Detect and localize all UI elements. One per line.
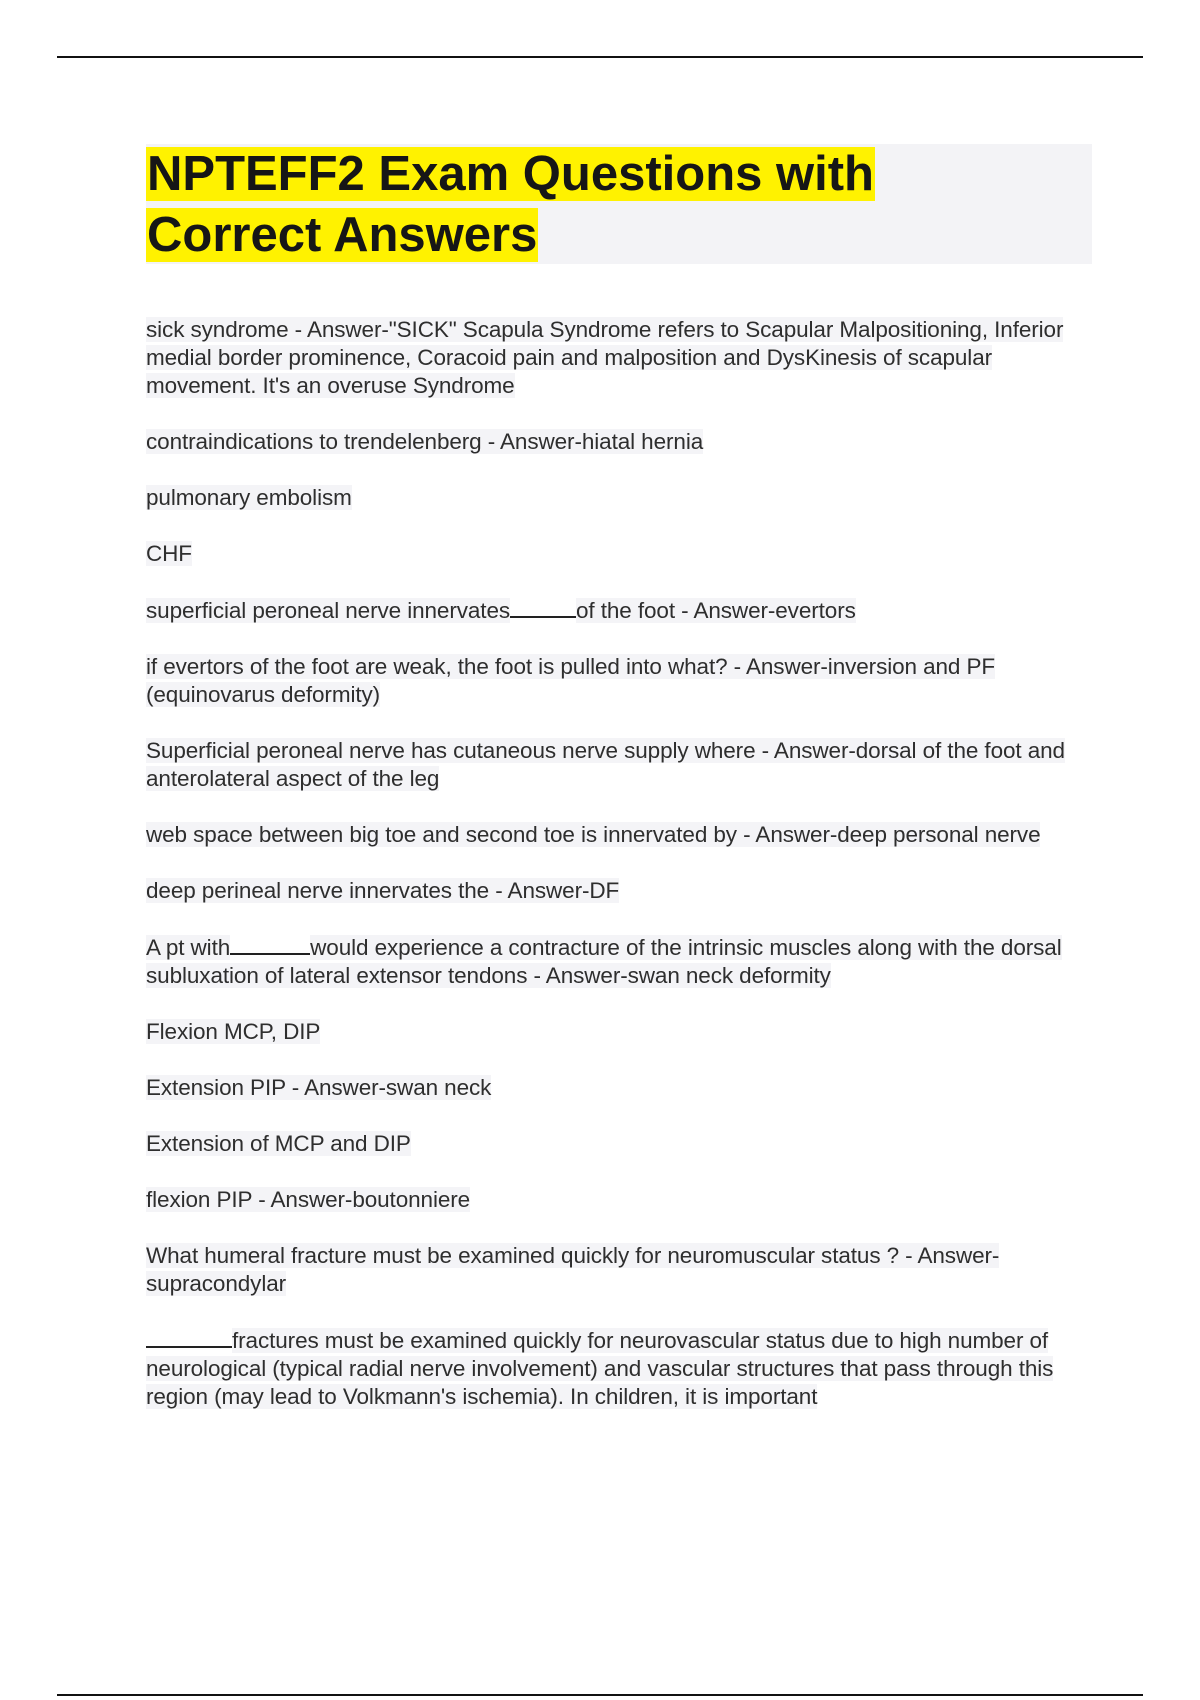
fill-in-blank (146, 1326, 232, 1348)
qa-text: What humeral fracture must be examined quickly for neuromuscular status ? - Answer-supracondylar (146, 1243, 1000, 1296)
document-title (146, 144, 1092, 266)
qa-text-before-blank: superficial peroneal nerve innervates (146, 598, 511, 623)
document-title-text: NPTEFF2 Exam Questions with Correct Answers (147, 147, 874, 262)
bottom-divider (57, 1694, 1143, 1696)
qa-text: Extension PIP - Answer-swan neck (146, 1075, 492, 1100)
qa-item-5 (146, 596, 1080, 625)
qa-text: Superficial peroneal nerve has cutaneous nerve supply where - Answer-dorsal of the foot and anterolateral aspect of the leg (146, 738, 1065, 791)
qa-text: sick syndrome - Answer-"SICK" Scapula Syndrome refers to Scapular Malpositioning, Inferior medial border prominence, Coracoid pain and malposition and DysKinesis of scapular movement. It's an overuse Syndrome (146, 317, 1064, 398)
qa-item-9 (146, 877, 1080, 905)
question-list (146, 316, 1080, 1439)
qa-item-16 (146, 1326, 1080, 1411)
qa-item-8 (146, 821, 1080, 849)
qa-item-10 (146, 933, 1080, 990)
qa-item-11 (146, 1018, 1080, 1046)
fill-in-blank (230, 933, 310, 955)
qa-item-15 (146, 1242, 1080, 1298)
qa-text: web space between big toe and second toe is innervated by - Answer-deep personal nerve (146, 822, 1041, 847)
qa-text: if evertors of the foot are weak, the foot is pulled into what? - Answer-inversion and PF (equinovarus deformity) (146, 654, 996, 707)
qa-item-13 (146, 1130, 1080, 1158)
qa-text-after-blank: would experience a contracture of the intrinsic muscles along with the dorsal subluxation of lateral extensor tendons - Answer-swan neck deformity (146, 935, 1062, 988)
qa-item-14 (146, 1186, 1080, 1214)
qa-item-3 (146, 484, 1080, 512)
top-divider (57, 56, 1143, 58)
qa-text: pulmonary embolism (146, 485, 352, 510)
fill-in-blank (510, 596, 576, 618)
qa-item-7 (146, 737, 1080, 793)
qa-text: deep perineal nerve innervates the - Answer-DF (146, 878, 620, 903)
qa-text-after-blank: of the foot - Answer-evertors (576, 598, 856, 623)
qa-text: Extension of MCP and DIP (146, 1131, 411, 1156)
qa-item-2 (146, 428, 1080, 456)
qa-text: CHF (146, 541, 192, 566)
qa-item-12 (146, 1074, 1080, 1102)
qa-text: flexion PIP - Answer-boutonniere (146, 1187, 471, 1212)
qa-text-after-blank: fractures must be examined quickly for neurovascular status due to high number of neurological (typical radial nerve involvement) and vascular structures that pass through this region (may lead to Volkmann's ischemia). In children, it is important (146, 1328, 1054, 1409)
qa-text: Flexion MCP, DIP (146, 1019, 321, 1044)
qa-item-4 (146, 540, 1080, 568)
qa-item-1 (146, 316, 1080, 400)
qa-text-before-blank: A pt with (146, 935, 231, 960)
title-block (146, 144, 1092, 264)
qa-text: contraindications to trendelenberg - Answer-hiatal hernia (146, 429, 704, 454)
qa-item-6 (146, 653, 1080, 709)
